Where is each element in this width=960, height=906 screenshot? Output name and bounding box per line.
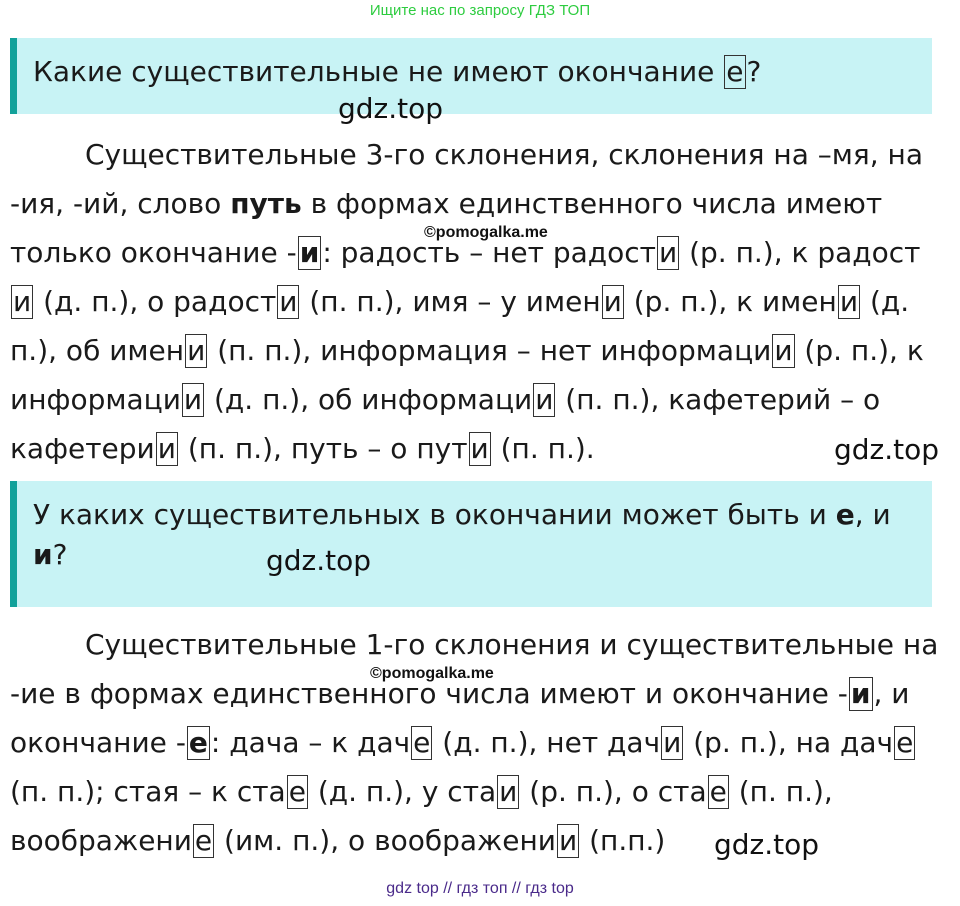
text-segment: ? bbox=[746, 55, 762, 88]
text-segment: е bbox=[835, 498, 855, 531]
boxed-ending: и bbox=[470, 432, 489, 465]
boxed-ending: и bbox=[183, 383, 203, 416]
search-banner[interactable]: Ищите нас по запросу ГДЗ ТОП bbox=[369, 2, 591, 19]
text-segment: У каких существительных в окончании может быть и bbox=[33, 498, 836, 531]
footer-links[interactable]: gdz top // гдз топ // гдз top bbox=[386, 880, 574, 897]
boxed-ending: и bbox=[13, 285, 32, 318]
watermark-gdz: gdz.top bbox=[266, 544, 372, 577]
text-segment: , и окончание - bbox=[10, 677, 910, 759]
boxed-ending: е bbox=[896, 726, 914, 759]
text-segment: : радость – нет радост bbox=[322, 236, 656, 269]
boxed-ending: е bbox=[194, 824, 213, 857]
text-segment: (п. п.), имя – у имен bbox=[300, 285, 601, 318]
boxed-ending: и bbox=[499, 775, 518, 808]
text-segment: (д. п.), у ста bbox=[308, 775, 497, 808]
text-segment: Существительные 3-го склонения, склонения на –мя, на -ия, -ий, слово bbox=[10, 138, 923, 220]
boxed-ending: е bbox=[413, 726, 431, 759]
boxed-ending: и bbox=[658, 236, 678, 269]
text-segment: : дача – к дач bbox=[210, 726, 411, 759]
text-segment: (п. п.), путь – о пут bbox=[178, 432, 468, 465]
text-segment: (п. п.); стая – к ста bbox=[10, 775, 286, 808]
boxed-ending: и bbox=[663, 726, 682, 759]
watermark-gdz: gdz.top bbox=[714, 828, 820, 861]
text-segment: (р. п.), о ста bbox=[520, 775, 707, 808]
text-segment: (д. п.), об информаци bbox=[205, 383, 533, 416]
boxed-ending: и bbox=[279, 285, 298, 318]
text-segment: и bbox=[33, 538, 53, 571]
bold-word: путь bbox=[230, 187, 302, 220]
text-segment: (п. п.), воображени bbox=[10, 775, 833, 857]
text-segment: (п.п.) bbox=[580, 824, 666, 857]
watermark-pomogalka: ©pomogalka.me bbox=[424, 224, 548, 241]
text-segment: (п. п.), информация – нет информаци bbox=[208, 334, 772, 367]
text-segment: (д. п.), нет дач bbox=[433, 726, 661, 759]
watermark-gdz: gdz.top bbox=[338, 92, 444, 125]
question-2 bbox=[10, 481, 932, 607]
watermark-pomogalka: ©pomogalka.me bbox=[370, 665, 494, 682]
answer-1 bbox=[10, 130, 940, 473]
boxed-ending: е bbox=[288, 775, 306, 808]
boxed-ending: и bbox=[603, 285, 622, 318]
boxed-ending: и bbox=[157, 432, 176, 465]
ending-letter: и bbox=[850, 677, 871, 710]
watermark-gdz: gdz.top bbox=[834, 433, 940, 466]
text-segment: (р. п.), к имен bbox=[624, 285, 837, 318]
text-segment: (д. п.), о радост bbox=[34, 285, 277, 318]
boxed-ending: е bbox=[709, 775, 727, 808]
boxed-ending: и bbox=[839, 285, 859, 318]
boxed-ending: и bbox=[774, 334, 793, 367]
text-segment: в формах единственного числа имеют только окончание - bbox=[10, 187, 883, 269]
text-segment: (им. п.), о воображени bbox=[215, 824, 556, 857]
ending-letter: и bbox=[299, 236, 320, 269]
text-segment: (р. п.), к информаци bbox=[10, 334, 924, 416]
text-segment: ? bbox=[52, 538, 68, 571]
question-1 bbox=[10, 38, 932, 114]
boxed-letter: е bbox=[726, 55, 744, 88]
boxed-ending: и bbox=[558, 824, 578, 857]
question-1-text: Какие существительные не имеют окончание bbox=[33, 55, 724, 88]
text-segment: Существительные 1-го склонения и существительные на -ие в формах единственного числа имеют и окончание - bbox=[10, 628, 939, 710]
text-segment: (р. п.), к радост bbox=[680, 236, 921, 269]
boxed-ending: и bbox=[535, 383, 554, 416]
text-segment: , и bbox=[854, 498, 891, 531]
text-segment: (п. п.), кафетерий – о кафетери bbox=[10, 383, 881, 465]
text-segment: (д. п.), об имен bbox=[10, 285, 910, 367]
text-segment: (р. п.), на дач bbox=[684, 726, 894, 759]
ending-letter: е bbox=[188, 726, 208, 759]
boxed-ending: и bbox=[187, 334, 206, 367]
text-segment: (п. п.). bbox=[491, 432, 595, 465]
